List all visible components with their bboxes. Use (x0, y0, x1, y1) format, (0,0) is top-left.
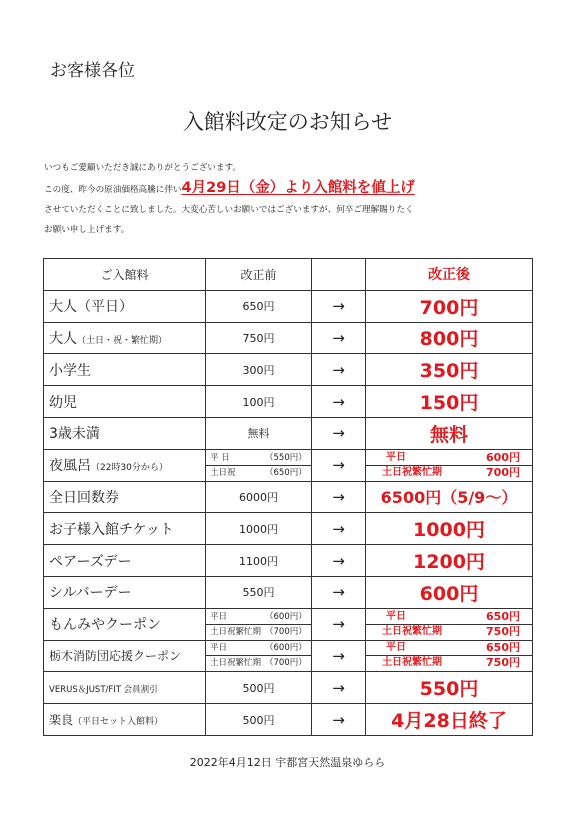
new-sub-value: 700円 (486, 465, 520, 479)
row-name (44, 672, 206, 704)
arrow-icon: → (312, 322, 366, 354)
notice-highlight: 4月29日（金）より入館料を値上げ (181, 180, 415, 196)
table-row (44, 322, 533, 354)
table-row (44, 672, 533, 704)
new-sub-value: 750円 (486, 624, 520, 638)
new-sub-value: 750円 (486, 656, 520, 670)
row-name: 大人（平日） (44, 290, 206, 322)
row-old-price-split (206, 608, 312, 640)
header-new-price: 改正後 (366, 259, 533, 291)
row-new-price: 4月28日終了 (366, 704, 533, 736)
notice-line-4: お願い申し上げます。 (44, 225, 130, 235)
arrow-icon: → (312, 608, 366, 640)
arrow-icon: → (312, 449, 366, 481)
row-old-price: 1000円 (206, 513, 312, 545)
new-sub-value: 600円 (486, 450, 520, 464)
row-name (44, 322, 206, 354)
table-row (44, 417, 533, 449)
row-new-price: 1200円 (366, 545, 533, 577)
arrow-icon: → (312, 386, 366, 418)
old-sub-label: 平日 (210, 643, 228, 654)
greeting: お客様各位 (50, 61, 135, 81)
row-old-price: 650円 (206, 290, 312, 322)
row-old-price: 1100円 (206, 545, 312, 577)
page-title: 入館料改定のお知らせ (182, 110, 393, 134)
table-row (44, 640, 533, 672)
arrow-icon: → (312, 576, 366, 608)
table-row (44, 290, 533, 322)
row-old-price: 750円 (206, 322, 312, 354)
old-sub-label: 平日 (210, 611, 228, 622)
new-sub-holiday (366, 625, 532, 639)
table-row (44, 608, 533, 640)
new-sub-label: 平日 (386, 610, 406, 622)
row-old-price: 500円 (206, 704, 312, 736)
new-sub-label: 土日祝繁忙期 (382, 657, 442, 669)
new-sub-label: 土日祝繁忙期 (382, 466, 442, 478)
new-sub-holiday (366, 466, 532, 480)
fee-table (43, 258, 533, 736)
new-sub-label: 平日 (386, 451, 406, 463)
arrow-icon: → (312, 513, 366, 545)
notice-line-3: させていただくことに致しました。大変心苦しいお願いではございますが、何卒ご理解賜りたく (44, 205, 414, 215)
new-sub-label: 平日 (386, 642, 406, 654)
row-name: 全日回数券 (44, 481, 206, 513)
arrow-icon: → (312, 290, 366, 322)
new-sub-weekday (366, 451, 532, 466)
old-sub-value: （650円） (265, 467, 307, 478)
row-new-price: 800円 (366, 322, 533, 354)
row-name: お子様入館チケット (44, 513, 206, 545)
row-new-price: 550円 (366, 672, 533, 704)
table-row (44, 545, 533, 577)
row-new-price: 700円 (366, 290, 533, 322)
row-name-main: 夜風呂 (49, 458, 91, 475)
row-new-price-split (366, 608, 533, 640)
header-name: ご入館料 (44, 259, 206, 291)
table-row (44, 513, 533, 545)
footer-date-signature: 2022年4月12日 宇都宮天然温泉ゆらら (189, 756, 386, 769)
row-new-price-split (366, 640, 533, 672)
old-sub-value: （600円） (265, 611, 307, 622)
row-old-price-split (206, 640, 312, 672)
new-sub-value: 650円 (486, 641, 520, 655)
old-sub-holiday (206, 466, 311, 480)
notice-line-2 (44, 178, 544, 200)
old-sub-label: 土日祝繁忙期 (210, 658, 262, 669)
old-sub-value: （550円） (265, 452, 307, 463)
row-old-price: 550円 (206, 576, 312, 608)
arrow-icon: → (312, 545, 366, 577)
row-name-main: VERUS＆JUST/FIT 会員割引 (49, 684, 158, 695)
table-row (44, 449, 533, 481)
table-row (44, 354, 533, 386)
arrow-icon: → (312, 672, 366, 704)
row-name-main: 大人 (49, 330, 77, 347)
old-sub-label: 平 日 (210, 452, 230, 463)
row-old-price: 無料 (206, 417, 312, 449)
table-row (44, 576, 533, 608)
new-sub-weekday (366, 641, 532, 656)
row-name: シルバーデー (44, 576, 206, 608)
row-name (44, 449, 206, 481)
new-sub-weekday (366, 610, 532, 625)
row-name-main: 栃木消防団応援クーポン (49, 649, 182, 664)
row-name-note: （22時30分から） (91, 463, 168, 474)
arrow-icon: → (312, 640, 366, 672)
row-name (44, 704, 206, 736)
old-sub-label: 土日祝 (210, 467, 236, 478)
table-row (44, 386, 533, 418)
header-old-price: 改正前 (206, 259, 312, 291)
old-sub-label: 土日祝繁忙期 (210, 626, 262, 637)
table-row (44, 704, 533, 736)
row-name-note: （土日・祝・繁忙期） (77, 335, 168, 346)
row-old-price: 100円 (206, 386, 312, 418)
new-sub-value: 650円 (486, 609, 520, 623)
notice-line-1: いつもご愛顧いただき誠にありがとうございます。 (44, 163, 241, 173)
arrow-icon: → (312, 704, 366, 736)
row-name (44, 640, 206, 672)
row-name: もんみやクーポン (44, 608, 206, 640)
row-new-price: 600円 (366, 576, 533, 608)
row-old-price: 6000円 (206, 481, 312, 513)
row-new-price-split (366, 449, 533, 481)
new-sub-holiday (366, 656, 532, 670)
row-name-note: （平日セット入館料） (73, 717, 164, 728)
row-new-price: 無料 (366, 417, 533, 449)
old-sub-weekday (206, 641, 311, 656)
notice-paragraph (44, 158, 544, 240)
old-sub-value: （700円） (265, 658, 307, 669)
old-sub-holiday (206, 656, 311, 670)
row-new-price: 6500円（5/9～） (366, 481, 533, 513)
row-name: 小学生 (44, 354, 206, 386)
old-sub-value: （600円） (265, 643, 307, 654)
row-name-main: 楽良 (49, 713, 74, 728)
arrow-icon: → (312, 354, 366, 386)
header-arrow (312, 259, 366, 291)
arrow-icon: → (312, 417, 366, 449)
row-new-price: 150円 (366, 386, 533, 418)
notice-line-2-text: この度、昨今の原油価格高騰に伴い (44, 185, 182, 195)
old-sub-weekday (206, 610, 311, 625)
table-row (44, 481, 533, 513)
arrow-icon: → (312, 481, 366, 513)
row-old-price-split (206, 449, 312, 481)
row-old-price: 300円 (206, 354, 312, 386)
row-name: ペアーズデー (44, 545, 206, 577)
old-sub-weekday (206, 451, 311, 466)
row-new-price: 350円 (366, 354, 533, 386)
row-old-price: 500円 (206, 672, 312, 704)
row-name: 3歳未満 (44, 417, 206, 449)
row-name: 幼児 (44, 386, 206, 418)
row-new-price: 1000円 (366, 513, 533, 545)
old-sub-holiday (206, 625, 311, 639)
new-sub-label: 土日祝繁忙期 (382, 625, 442, 637)
table-header-row (44, 259, 533, 291)
old-sub-value: （700円） (265, 626, 307, 637)
